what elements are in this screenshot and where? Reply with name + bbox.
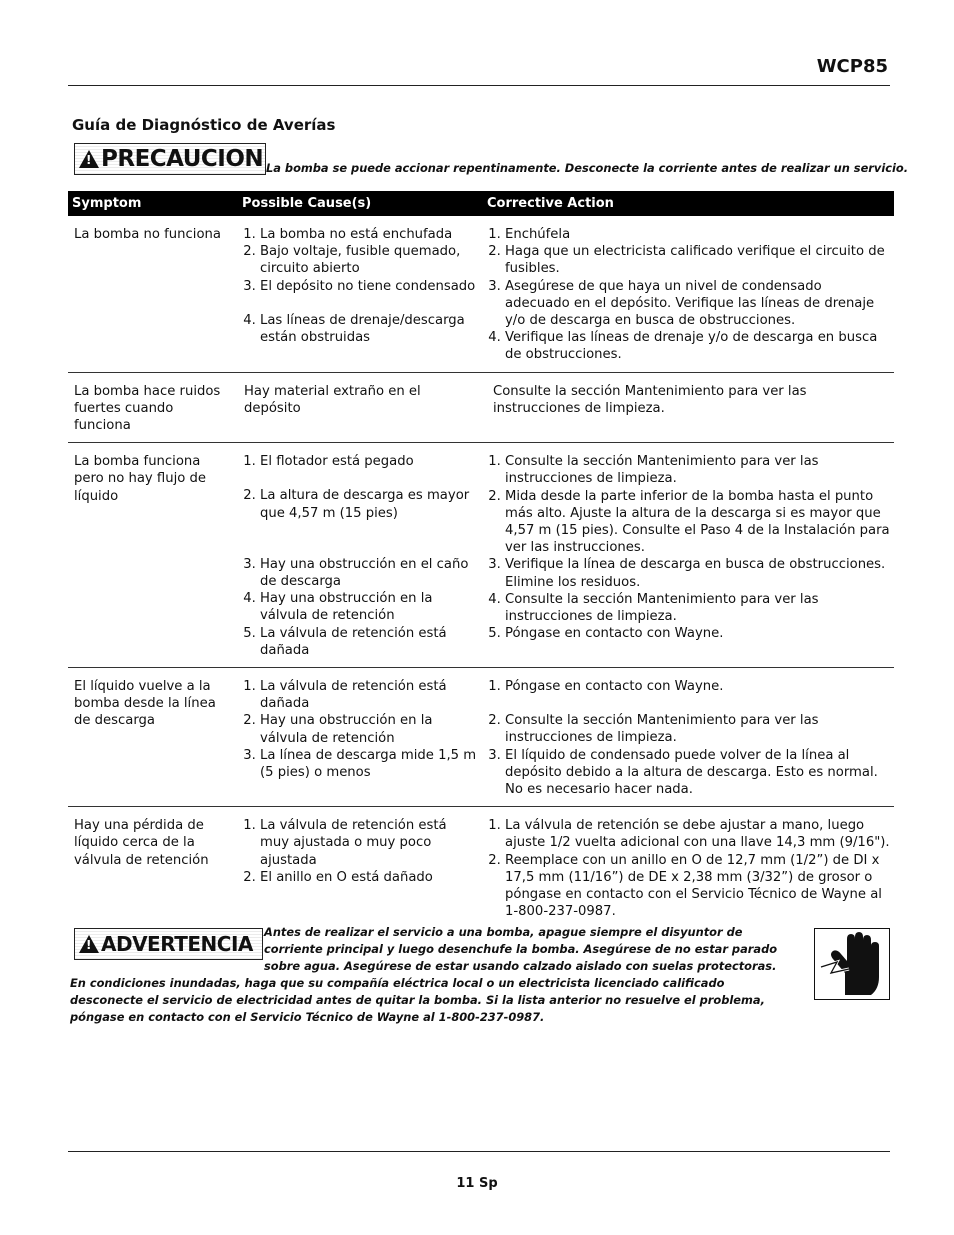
cause-item: 2. El anillo en O está dañado [260, 869, 479, 886]
header-rule [68, 85, 890, 86]
action-cell [483, 443, 894, 668]
table-row [68, 372, 894, 443]
warning-text-block [70, 924, 870, 1026]
section-title: Guía de Diagnóstico de Averías [72, 116, 336, 134]
action-item: 2. Mida desde la parte inferior de la bomba hasta el punto más alto. Ajuste la altura de la descarga si es mayor que 4,57 m (15 pies). Consulte el Paso 4 de la Instalación para ver las instrucciones. [505, 488, 890, 557]
table-row [68, 668, 894, 807]
troubleshooting-table [68, 191, 894, 929]
action-cell [483, 807, 894, 929]
cause-item: 2. Hay una obstrucción en la válvula de retención [260, 712, 479, 746]
action-item: 5. Póngase en contacto con Wayne. [505, 625, 890, 642]
spacer [260, 522, 479, 539]
cause-cell [238, 668, 483, 807]
warning-text: Antes de realizar el servicio a una bomba, apague siempre el disyuntor de corriente principal y luego desenchufe la bomba. Asegúrese de no estar parado sobre agua. Asegúrese de estar usando calzado aislado con suelas protectoras. En condiciones inundadas, haga que su compañía eléctrica local o un electricista licenciado calificado desconecte el servicio de electricidad antes de quitar la bomba. Si la lista anterior no resuelve el problema, póngase en contacto con el Servicio Técnico de Wayne al 1-800-237-0987. [70, 925, 778, 1024]
table-header-row [68, 191, 894, 216]
electric-shock-hand-icon [814, 928, 890, 1000]
action-item: 1. Enchúfela [505, 226, 890, 243]
action-cell [483, 668, 894, 807]
footer-rule [68, 1151, 890, 1152]
action-cell [483, 216, 894, 372]
symptom-cell: Hay una pérdida de líquido cerca de la válvula de retención [74, 818, 209, 868]
cause-item: 1. La bomba no está enchufada [260, 226, 479, 243]
action-item: 3. Verifique la línea de descarga en busca de obstrucciones. Elimine los residuos. [505, 556, 890, 590]
cause-cell [238, 443, 483, 668]
cause-item: 2. Bajo voltaje, fusible quemado, circuito abierto [260, 243, 479, 277]
warning-triangle-icon: ! [79, 935, 99, 953]
cause-cell: Hay material extraño en el depósito [238, 372, 483, 443]
action-cell: Consulte la sección Mantenimiento para ver las instrucciones de limpieza. [483, 372, 894, 443]
symptom-cell: La bomba funciona pero no hay flujo de líquido [68, 443, 238, 668]
cause-item: 1. La válvula de retención está dañada [260, 678, 479, 712]
header-action: Corrective Action [483, 191, 894, 216]
cause-item: 1. El flotador está pegado [260, 453, 479, 470]
spacer [260, 295, 479, 312]
cause-item: 3. La línea de descarga mide 1,5 m (5 pies) o menos [260, 747, 479, 781]
warning-triangle-icon: ! [79, 150, 99, 168]
symptom-cell: El líquido vuelve a la bomba desde la línea de descarga [68, 668, 238, 807]
action-item: 1. Consulte la sección Mantenimiento para ver las instrucciones de limpieza. [505, 453, 890, 487]
cause-item: 2. La altura de descarga es mayor que 4,57 m (15 pies) [260, 487, 479, 521]
symptom-cell: La bomba no funciona [68, 216, 238, 372]
action-item: 2. Consulte la sección Mantenimiento para ver las instrucciones de limpieza. [505, 712, 890, 746]
cause-item: 3. El depósito no tiene condensado [260, 278, 479, 295]
header-cause: Possible Cause(s) [238, 191, 483, 216]
table-row [68, 216, 894, 372]
action-item: 2. Reemplace con un anillo en O de 12,7 mm (1/2”) de DI x 17,5 mm (11/16”) de DE x 2,38 mm (3/32”) de grosor o póngase en contacto con el Servicio Técnico de Wayne al 1-800-237-0987. [505, 852, 890, 921]
model-title: WCP85 [816, 56, 888, 77]
header-symptom: Symptom [68, 191, 238, 216]
action-item: 1. Póngase en contacto con Wayne. [505, 678, 890, 695]
cause-item: 4. Hay una obstrucción en la válvula de retención [260, 590, 479, 624]
caution-badge [74, 143, 266, 175]
spacer [260, 539, 479, 556]
action-item: 3. Asegúrese de que haya un nivel de condensado adecuado en el depósito. Verifique las líneas de drenaje y/o de descarga en busca de obstrucciones. [505, 278, 890, 330]
spacer [505, 695, 890, 712]
spacer [260, 470, 479, 487]
caution-text: La bomba se puede accionar repentinamente. Desconecte la corriente antes de realizar un servicio. [266, 161, 909, 175]
cause-item: 3. Hay una obstrucción en el caño de descarga [260, 556, 479, 590]
action-item: 4. Consulte la sección Mantenimiento para ver las instrucciones de limpieza. [505, 591, 890, 625]
action-item: 1. La válvula de retención se debe ajustar a mano, luego ajuste 1/2 vuelta adicional con una llave 14,3 mm (9/16"). [505, 817, 890, 851]
action-item: 3. El líquido de condensado puede volver de la línea al depósito debido a la altura de descarga. Esto es normal. No es necesario hacer nada. [505, 747, 890, 799]
page-number: 11 Sp [456, 1176, 498, 1191]
cause-cell [238, 216, 483, 372]
warning-badge-label: ADVERTENCIA [101, 932, 253, 956]
table-row [68, 443, 894, 668]
caution-badge-label: PRECAUCION [101, 146, 264, 172]
symptom-cell: La bomba hace ruidos fuertes cuando funciona [68, 372, 238, 443]
table-row [68, 807, 894, 929]
action-item: 2. Haga que un electricista calificado verifique el circuito de fusibles. [505, 243, 890, 277]
cause-cell [238, 807, 483, 929]
cause-item: 5. La válvula de retención está dañada [260, 625, 479, 659]
cause-item: 1. La válvula de retención está muy ajustada o muy poco ajustada [260, 817, 479, 869]
cause-item: 4. Las líneas de drenaje/descarga están obstruidas [260, 312, 479, 346]
action-item: 4. Verifique las líneas de drenaje y/o de descarga en busca de obstrucciones. [505, 329, 890, 363]
